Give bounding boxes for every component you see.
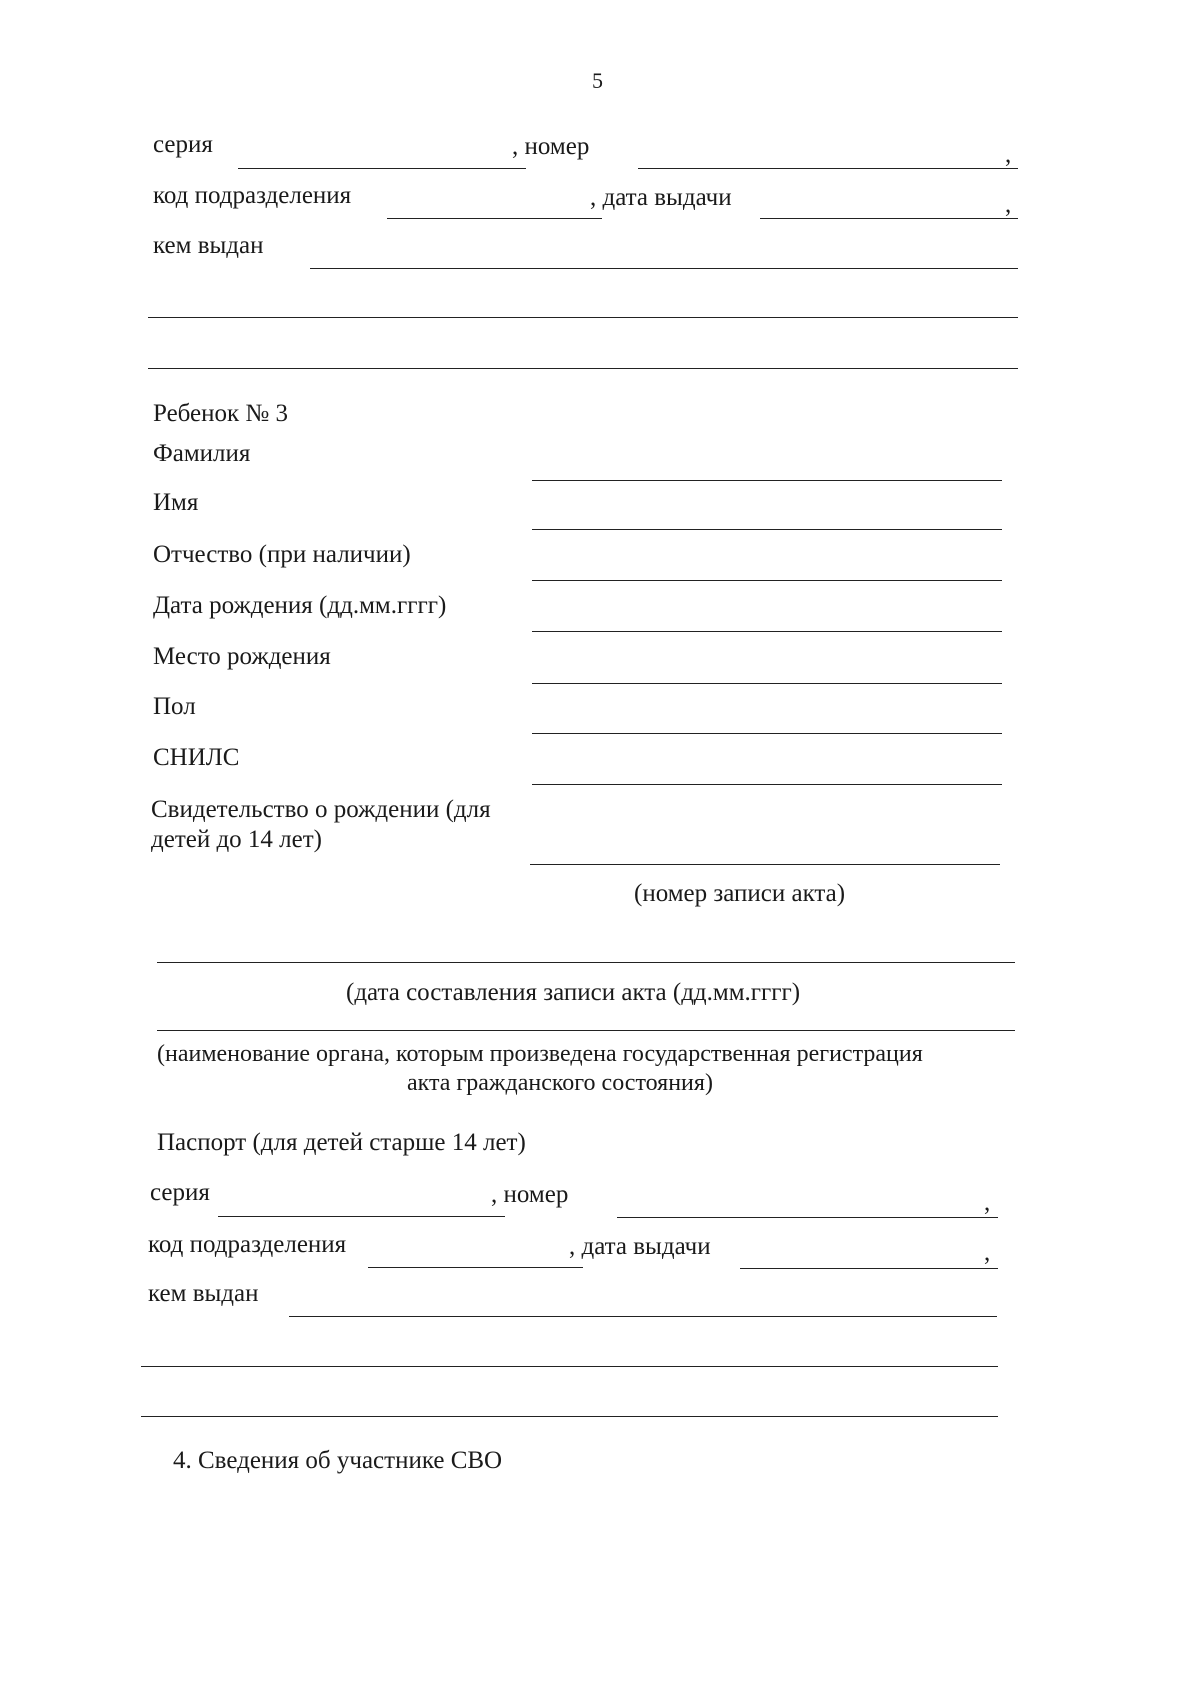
birth-place-label: Место рождения [153,643,331,670]
snils-label: СНИЛС [153,744,240,771]
issued-by-field-line[interactable] [289,1316,997,1317]
series-label: серия [153,131,213,158]
page-number: 5 [592,68,603,93]
patronymic-field-line[interactable] [532,580,1002,581]
registry-body-field-line[interactable] [157,1030,1015,1031]
series-label: серия [150,1179,210,1206]
section-4-heading: 4. Сведения об участнике СВО [173,1447,503,1474]
name-label: Имя [153,489,199,516]
number-label: , номер [512,133,590,160]
surname-field-line[interactable] [532,480,1002,481]
dept-code-field-line[interactable] [368,1267,583,1268]
birth-date-field-line[interactable] [532,631,1002,632]
dept-code-field-line[interactable] [387,218,602,219]
act-record-number-caption: (номер записи акта) [634,880,846,907]
trailing-comma: , [984,1189,991,1216]
issue-date-field-line[interactable] [740,1268,998,1269]
dept-code-label: код подразделения [148,1231,347,1258]
number-field-line[interactable] [617,1217,998,1218]
number-field-line[interactable] [638,168,1018,169]
act-record-date-caption: (дата составления записи акта (дд.мм.гггг) [346,979,801,1006]
sex-label: Пол [153,693,196,720]
snils-field-line[interactable] [532,784,1002,785]
patronymic-label: Отчество (при наличии) [153,541,411,568]
issue-date-field-line[interactable] [760,218,1018,219]
issued-by-label: кем выдан [148,1280,259,1307]
issued-by-field-line[interactable] [310,268,1018,269]
issued-by-continuation-line[interactable] [148,368,1018,369]
dept-code-label: код подразделения [153,182,352,209]
trailing-comma: , [1005,141,1012,168]
birth-date-label: Дата рождения (дд.мм.гггг) [153,592,447,619]
surname-label: Фамилия [153,440,251,467]
number-label: , номер [491,1181,569,1208]
birth-cert-label-line2: детей до 14 лет) [151,826,323,853]
registry-body-caption-line2: акта гражданского состояния) [407,1070,713,1096]
sex-field-line[interactable] [532,733,1002,734]
name-field-line[interactable] [532,529,1002,530]
birth-place-field-line[interactable] [532,683,1002,684]
act-record-number-field-line[interactable] [530,864,1000,865]
issue-date-label: , дата выдачи [590,184,732,211]
issued-by-continuation-line[interactable] [141,1366,998,1367]
passport-heading: Паспорт (для детей старше 14 лет) [157,1129,526,1156]
issued-by-continuation-line[interactable] [148,317,1018,318]
issue-date-label: , дата выдачи [569,1233,711,1260]
trailing-comma: , [1005,191,1012,218]
child-3-heading: Ребенок № 3 [153,400,289,427]
act-record-date-field-line[interactable] [157,962,1015,963]
series-field-line[interactable] [238,168,526,169]
registry-body-caption-line1: (наименование органа, которым произведена государственная регистрация [157,1041,923,1067]
issued-by-continuation-line[interactable] [141,1416,998,1417]
trailing-comma: , [984,1239,991,1266]
birth-cert-label-line1: Свидетельство о рождении (для [151,796,491,823]
series-field-line[interactable] [218,1216,505,1217]
issued-by-label: кем выдан [153,232,264,259]
